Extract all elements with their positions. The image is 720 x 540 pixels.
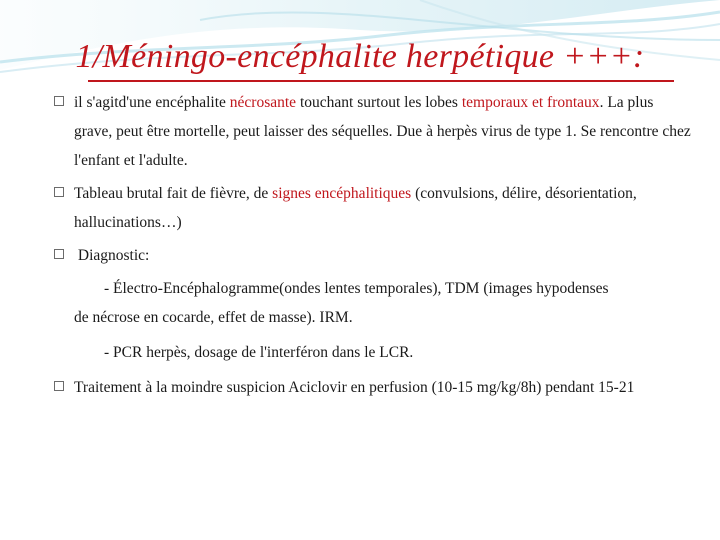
diagnostic-item-eeg bbox=[54, 274, 694, 303]
text: - Électro-Encéphalogramme(ondes lentes temporales), TDM (images hypodenses bbox=[104, 280, 609, 297]
slide-title: 1/Méningo-encéphalite herpétique +++: bbox=[75, 38, 645, 75]
checkbox-bullet-icon bbox=[54, 249, 64, 259]
diagnostic-item-eeg-cont bbox=[54, 303, 694, 332]
text: (convulsions, délire, désorientation, hallucinations…) bbox=[74, 185, 637, 231]
checkbox-bullet-icon bbox=[54, 187, 64, 197]
checkbox-bullet-icon bbox=[54, 96, 64, 106]
text: - PCR herpès, dosage de l'interféron dans le LCR. bbox=[104, 344, 414, 361]
diagnostic-label: Diagnostic: bbox=[77, 247, 150, 264]
text: Tableau brutal fait de fièvre, de bbox=[74, 185, 273, 202]
text: de nécrose en cocarde, effet de masse). IRM. bbox=[74, 309, 353, 326]
text: touchant surtout les lobes bbox=[296, 94, 462, 111]
title-underline bbox=[88, 80, 674, 82]
text: il s'agitd'une encéphalite bbox=[74, 94, 230, 111]
highlight-text: signes encéphalitiques bbox=[272, 185, 412, 202]
bullet-definition bbox=[54, 88, 694, 175]
highlight-text: temporaux et frontaux bbox=[461, 94, 600, 111]
highlight-text: nécrosante bbox=[229, 94, 297, 111]
checkbox-bullet-icon bbox=[54, 381, 64, 391]
text: Traitement à la moindre suspicion Aciclovir en perfusion (10-15 mg/kg/8h) pendant 15-21 bbox=[74, 379, 635, 396]
bullet-diagnostic bbox=[54, 241, 694, 270]
bullet-treatment bbox=[54, 373, 694, 402]
diagnostic-item-pcr bbox=[54, 338, 694, 367]
emphasis-text: La plus grave bbox=[74, 94, 654, 140]
bullet-clinical bbox=[54, 179, 694, 237]
text: . bbox=[599, 94, 608, 111]
text: , peut être mortelle, peut laisser des séquelles. Due à herpès virus de type 1. Se rencontre chez l'enfant et l'adulte. bbox=[74, 123, 691, 169]
slide-content bbox=[54, 88, 694, 406]
